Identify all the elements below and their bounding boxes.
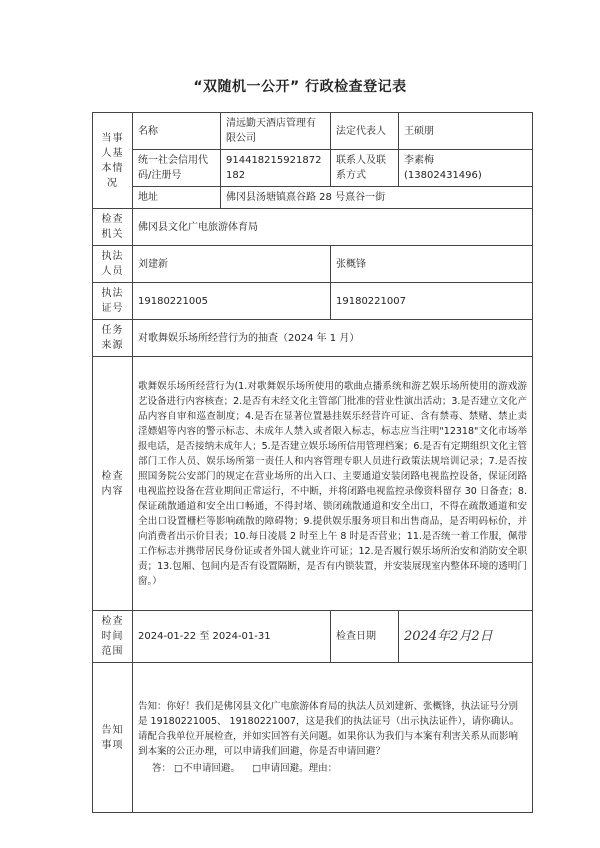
task-source-value: 对歌舞娱乐场所经营行为的抽查（2024 年 1 月） <box>133 320 533 357</box>
request-recusal-option[interactable]: □申请回避。理由： <box>252 763 338 774</box>
cert-number-1: 19180221005 <box>133 283 331 320</box>
officer-2: 张概锋 <box>331 246 533 283</box>
inspection-form-table <box>92 112 533 813</box>
credit-code-value: 914418215921872182 <box>221 150 331 187</box>
agency-label: 检查机关 <box>93 209 133 246</box>
name-value: 清远勤天酒店管理有限公司 <box>221 113 331 150</box>
period-separator: 至 <box>199 631 210 642</box>
inspection-content-label: 检查内容 <box>93 357 133 611</box>
inspection-date-handwritten: 2024年2月2日 <box>399 611 533 663</box>
party-section-label: 当事人基本情况 <box>93 113 133 209</box>
notice-label: 告知事项 <box>93 663 133 813</box>
period-range <box>133 611 331 663</box>
name-label: 名称 <box>133 113 221 150</box>
contact-value: 李素梅 (13802431496) <box>399 150 533 187</box>
period-end: 2024-01-31 <box>212 631 271 642</box>
period-start: 2024-01-22 <box>138 631 197 642</box>
officers-label: 执法人员 <box>93 246 133 283</box>
cert-label: 执法证号 <box>93 283 133 320</box>
notice-content <box>133 663 533 813</box>
credit-code-label: 统一社会信用代码/注册号 <box>133 150 221 187</box>
cert-number-2: 19180221007 <box>331 283 533 320</box>
period-label: 检查时间范围 <box>93 611 133 663</box>
agency-value: 佛冈县文化广电旅游体育局 <box>133 209 533 246</box>
notice-answer-line <box>138 761 527 776</box>
address-value: 佛冈县汤塘镇熹谷路 28 号熹谷一街 <box>221 187 533 209</box>
task-source-label: 任务来源 <box>93 320 133 357</box>
legal-rep-value: 王硕朋 <box>399 113 533 150</box>
inspection-date-label: 检查日期 <box>331 611 399 663</box>
officer-1: 刘建新 <box>133 246 331 283</box>
contact-label: 联系人及联系方式 <box>331 150 399 187</box>
answer-prefix: 答： <box>152 763 172 774</box>
inspection-content-value: 歌舞娱乐场所经营行为(1.对歌舞娱乐场所使用的歌曲点播系统和游艺娱乐场所使用的游戏游艺设备进行内容核查；2.是否有未经文化主管部门批准的营业性演出活动；3.是否建立文化产品内容自审和巡查制度；4.是否在显著位置悬挂娱乐经营许可证、含有禁毒、禁赌、禁止卖淫嫖娼等内容的警示标志、未成年人禁入或者限入标志，标志应当注明"12318"文化市场举报电话，是否接纳未成年人；5.是否建立娱乐场所信用管理档案；6.是否有定期组织文化主管部门工作人员、娱乐场所第一责任人和内容管理专职人员进行政策法规培训记录；7.是否按照国务院公安部门的规定在营业场所的出入口、主要通道安装闭路电视监控设备，保证闭路电视监控设备在营业期间正常运行，不中断，并将闭路电视监控录像资料留存 30 日备查；8.保证疏散通道和安全出口畅通，不得封堵、锁闭疏散通道和安全出口，不得在疏散通道和安全出口设置栅栏等影响疏散的障碍物；9.提供娱乐服务项目和出售商品，是否明码标价，并向消费者出示价目表；10.每日凌晨 2 时至上午 8 时是否营业；11.是否统一着工作服，佩带工作标志并携带居民身份证或者外国人就业许可证；12.是否履行娱乐场所治安和消防安全职责；13.包厢、包间内是否有设置隔断，是否有内锁装置，并安装展现室内整体环境的透明门窗。） <box>133 357 533 611</box>
legal-rep-label: 法定代表人 <box>331 113 399 150</box>
no-recusal-option[interactable]: □不申请回避。 <box>174 763 241 774</box>
page-title: “双随机一公开” 行政检查登记表 <box>193 79 407 95</box>
address-label: 地址 <box>133 187 221 209</box>
notice-text: 告知：你好！我们是佛冈县文化广电旅游体育局的执法人员刘建新、张概锋，执法证号分别是 19180221005、 19180221007，这是我们的执法证号（出示执法证件），请你确认。请配合我单位开展检查，并如实回答有关问题。如果你认为我们与本案有利害关系从而影响到本案的公正办理，可以申请我们回避，你是否申请回避？ <box>138 701 520 757</box>
